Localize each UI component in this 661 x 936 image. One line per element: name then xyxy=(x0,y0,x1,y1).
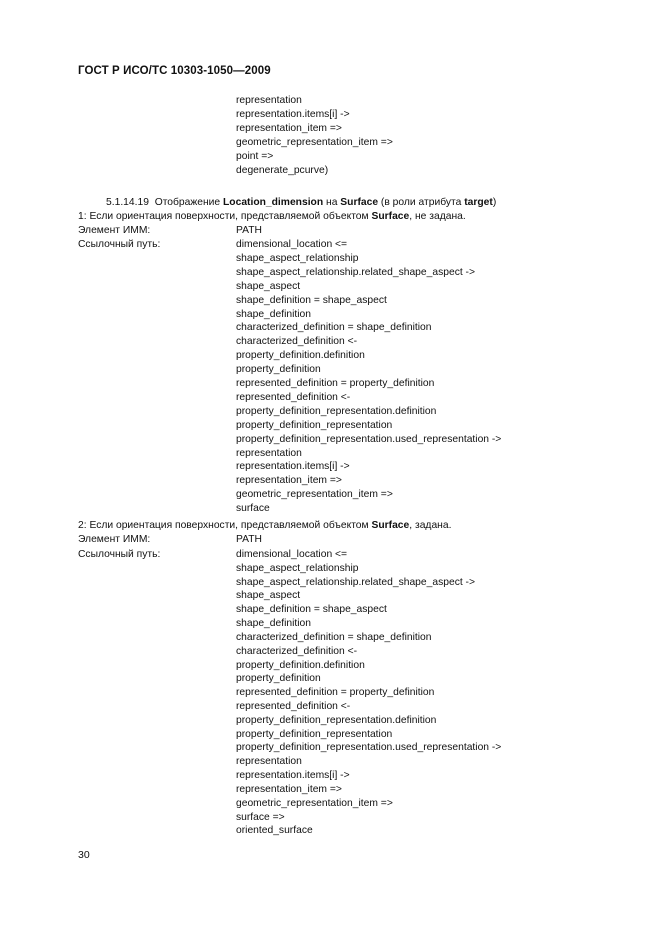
case2-intro: 2: Если ориентация поверхности, представляемой объектом Surface, задана. xyxy=(78,520,452,531)
path-line: represented_definition <- xyxy=(236,701,351,713)
path-line: point => xyxy=(236,150,274,162)
path-line: surface xyxy=(236,503,270,515)
path-line: property_definition xyxy=(236,673,321,685)
path-line: geometric_representation_item => xyxy=(236,136,393,148)
path-line: geometric_representation_item => xyxy=(236,797,393,809)
path-line: representation xyxy=(236,756,302,768)
section-number: 5.1.14.19 xyxy=(106,197,149,208)
path-line: characterized_definition <- xyxy=(236,645,358,657)
path-line: represented_definition <- xyxy=(236,391,351,403)
attribute-name: target xyxy=(464,197,493,208)
entity-name: Location_dimension xyxy=(223,197,324,208)
path-line: shape_definition xyxy=(236,618,311,630)
path-line: shape_aspect xyxy=(236,280,301,292)
path-line: representation.items[i] -> xyxy=(236,770,350,782)
path-line: characterized_definition = shape_definition xyxy=(236,631,432,643)
case1-element-value: PATH xyxy=(236,225,262,236)
path-line: dimensional_location <= xyxy=(236,549,348,560)
target-entity-name: Surface xyxy=(340,197,379,208)
path-line: shape_aspect_relationship xyxy=(236,252,359,264)
path-line: representation xyxy=(236,95,302,106)
path-line: shape_definition xyxy=(236,308,311,320)
case2-element-label: Элемент ИММ: xyxy=(78,534,151,545)
path-line: property_definition_representation xyxy=(236,728,393,740)
path-line: property_definition xyxy=(236,364,321,376)
path-line: surface => xyxy=(236,811,285,823)
path-line: shape_aspect_relationship.related_shape_aspect -> xyxy=(236,576,476,588)
path-line: representation.items[i] -> xyxy=(236,108,350,120)
page-number: 30 xyxy=(78,849,90,861)
path-line: representation_item => xyxy=(236,475,342,487)
path-line: characterized_definition <- xyxy=(236,336,358,348)
path-line: dimensional_location <= xyxy=(236,239,348,250)
case1-intro: 1: Если ориентация поверхности, представляемой объектом Surface, не задана. xyxy=(78,211,466,222)
path-line: shape_definition = shape_aspect xyxy=(236,294,387,306)
path-line: property_definition_representation.definition xyxy=(236,714,437,726)
path-line: property_definition.definition xyxy=(236,659,365,671)
path-line: shape_aspect_relationship.related_shape_aspect -> xyxy=(236,266,476,278)
path-line: property_definition_representation xyxy=(236,419,393,431)
path-line: represented_definition = property_definition xyxy=(236,378,435,389)
path-line: shape_aspect xyxy=(236,590,301,602)
case1-element-label: Элемент ИММ: xyxy=(78,225,151,236)
path-line: representation.items[i] -> xyxy=(236,461,350,473)
path-line: shape_definition = shape_aspect xyxy=(236,604,387,616)
path-line: representation xyxy=(236,447,302,459)
case1-path-label: Ссылочный путь: xyxy=(78,239,161,250)
path-line: degenerate_pcurve) xyxy=(236,164,329,176)
section-heading: 5.1.14.19 Отображение Location_dimension на Surface (в роли атрибута target) xyxy=(106,197,497,208)
case2-element-value: PATH xyxy=(236,534,262,545)
case2-path-label: Ссылочный путь: xyxy=(78,549,161,560)
path-line: representation_item => xyxy=(236,122,342,134)
path-line: represented_definition = property_definition xyxy=(236,687,435,699)
path-line: property_definition_representation.used_representation -> xyxy=(236,742,502,754)
document-header: ГОСТ Р ИСО/ТС 10303-1050—2009 xyxy=(78,65,271,77)
path-line: property_definition.definition xyxy=(236,350,365,362)
path-line: shape_aspect_relationship xyxy=(236,562,359,574)
path-line: geometric_representation_item => xyxy=(236,489,393,501)
path-line: characterized_definition = shape_definition xyxy=(236,322,432,334)
path-line: property_definition_representation.definition xyxy=(236,405,437,417)
path-line: property_definition_representation.used_representation -> xyxy=(236,433,502,445)
path-line: representation_item => xyxy=(236,783,342,795)
path-line: oriented_surface xyxy=(236,825,313,837)
